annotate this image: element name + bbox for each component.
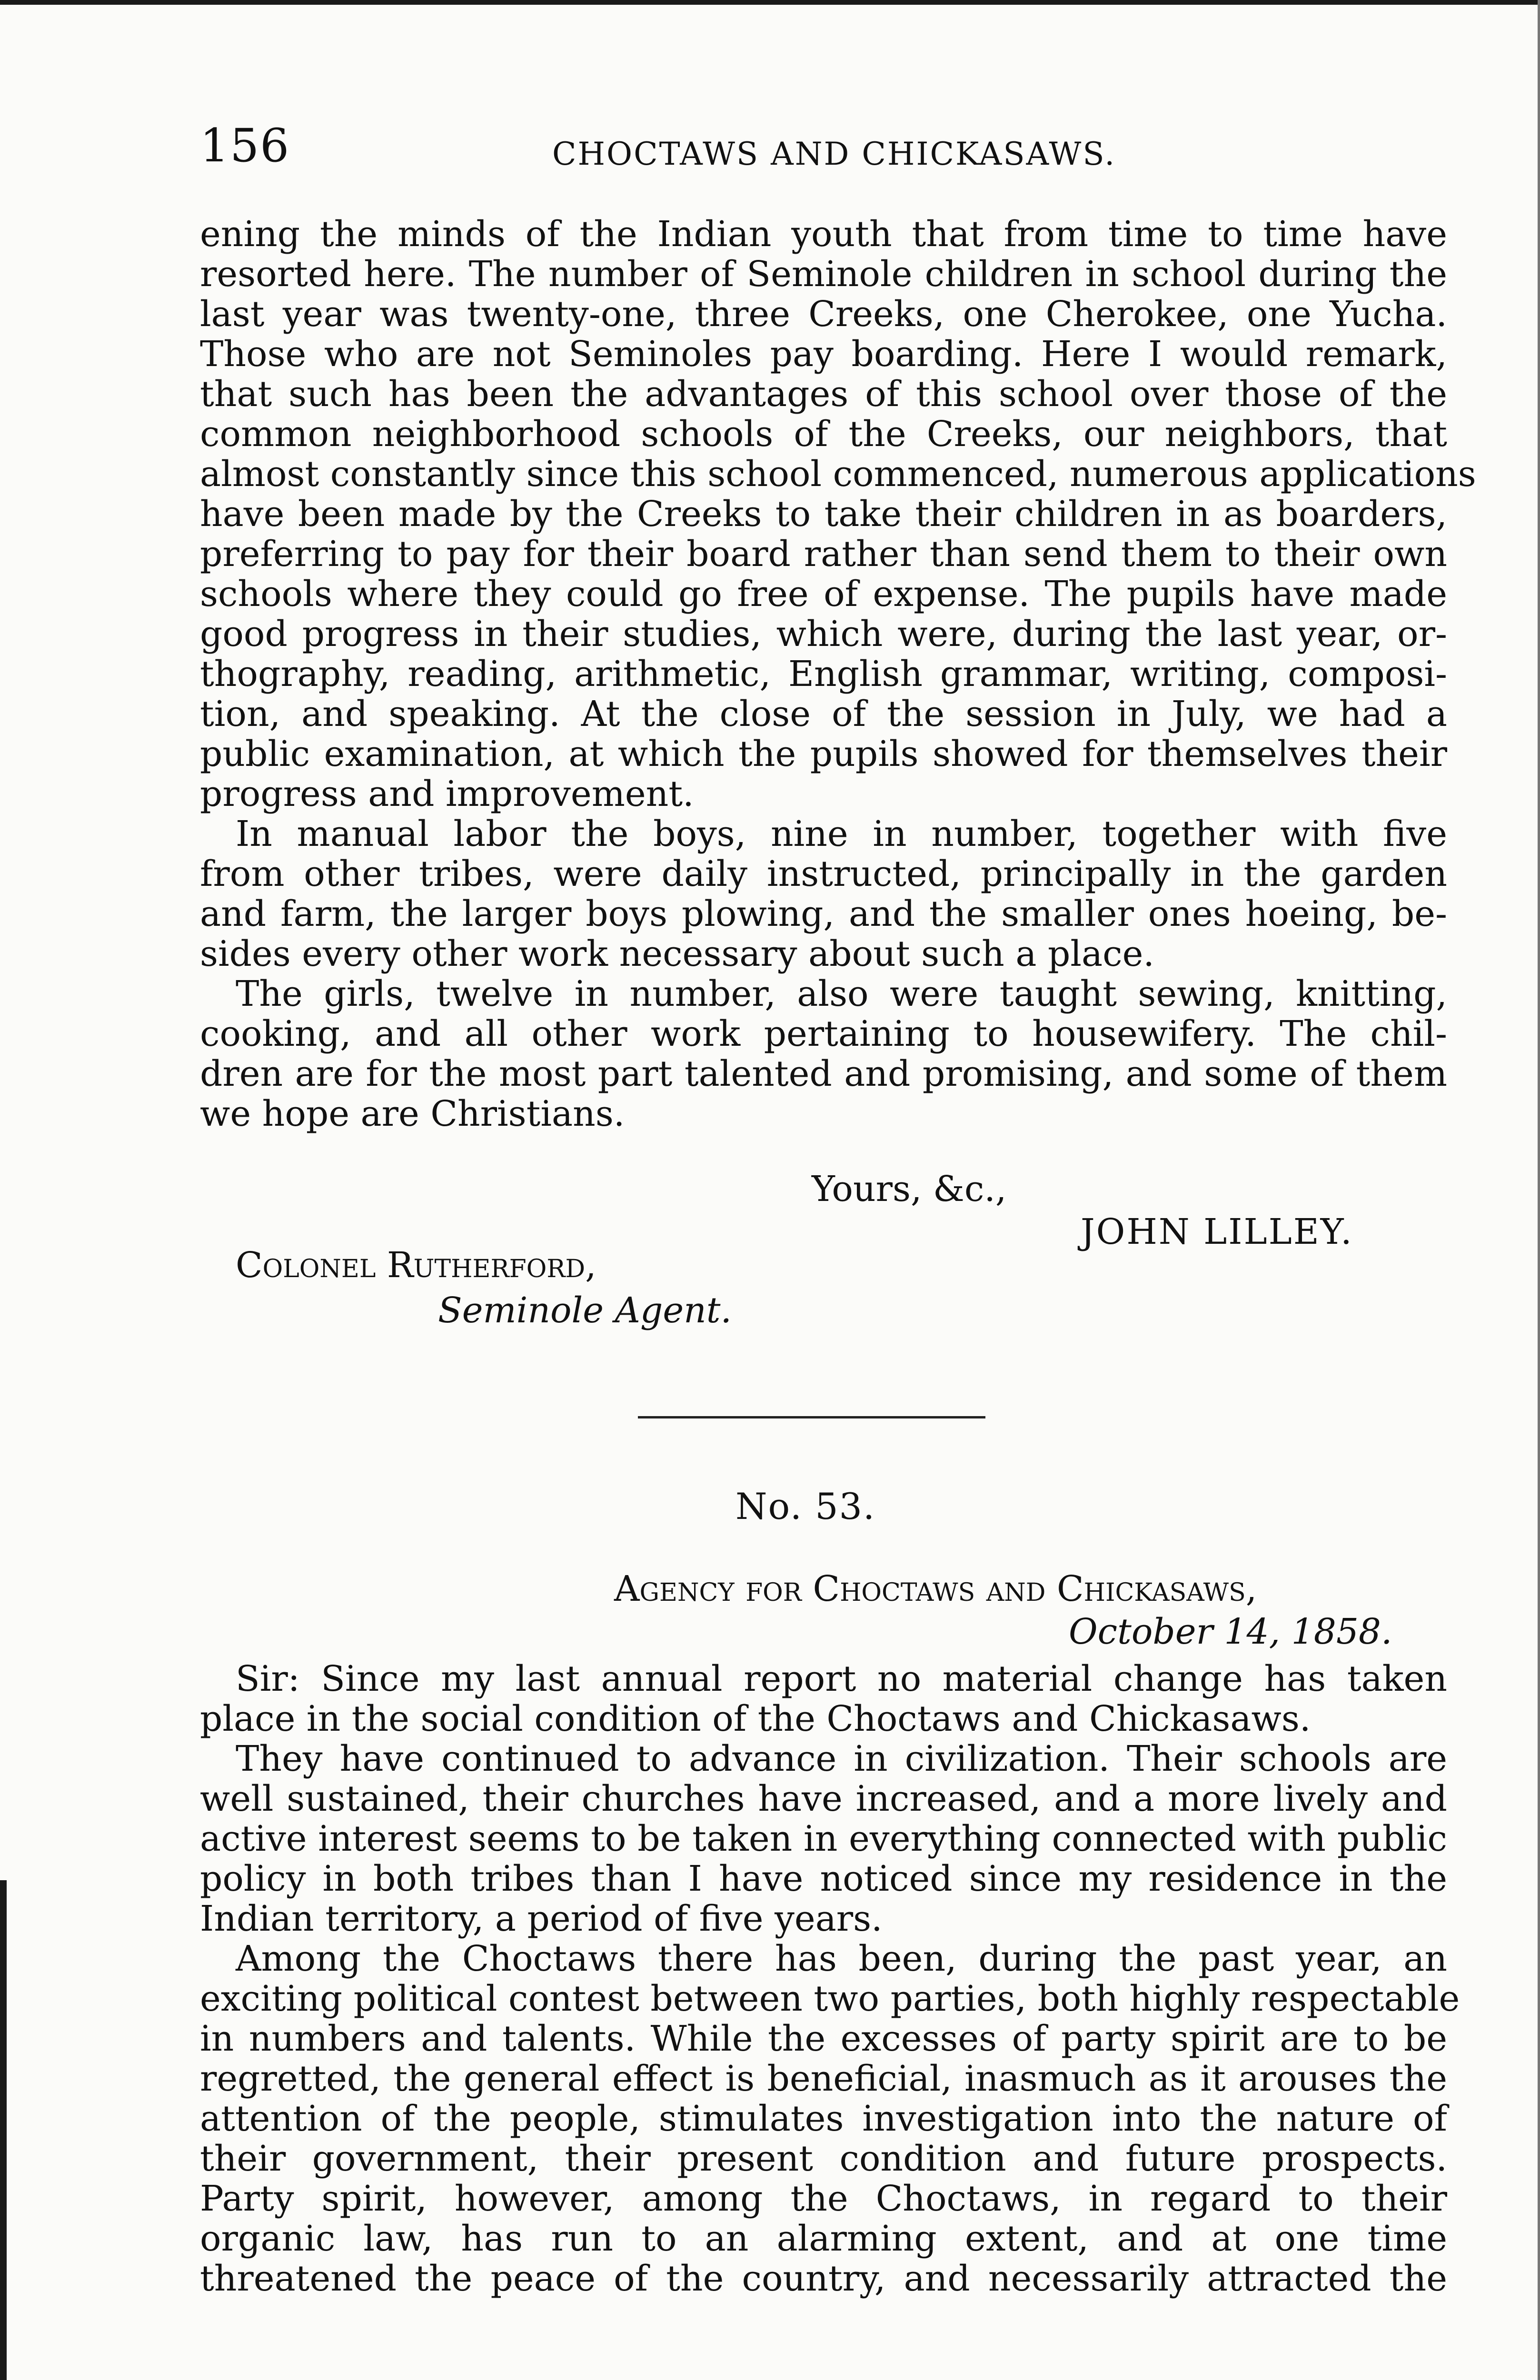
- body-line: They have continued to advance in civilization. Their schools are: [236, 1738, 1447, 1779]
- section-divider: [638, 1416, 985, 1418]
- page-number: 156: [200, 119, 290, 172]
- body-line: place in the social condition of the Choctaws and Chickasaws.: [200, 1698, 1311, 1739]
- body-line: attention of the people, stimulates investigation into the nature of: [200, 2098, 1447, 2139]
- addressee-title: Seminole Agent.: [438, 1290, 732, 1331]
- dateline-agency: Agency for Choctaws and Chickasaws,: [614, 1568, 1257, 1609]
- body-line: sides every other work necessary about such a place.: [200, 933, 1154, 974]
- body-line: last year was twenty-one, three Creeks, one Cherokee, one Yucha.: [200, 294, 1447, 335]
- body-line: Indian territory, a period of five years.: [200, 1898, 883, 1939]
- body-line: common neighborhood schools of the Creeks, our neighbors, that: [200, 414, 1447, 455]
- body-line: cooking, and all other work pertaining to housewifery. The chil-: [200, 1013, 1447, 1054]
- body-line: exciting political contest between two parties, both highly respectable: [200, 1978, 1460, 2019]
- scan-border-right: [1538, 0, 1540, 2380]
- body-line: ening the minds of the Indian youth that from time to time have: [200, 214, 1447, 255]
- body-line: tion, and speaking. At the close of the session in July, we had a: [200, 694, 1447, 734]
- body-line: schools where they could go free of expense. The pupils have made: [200, 574, 1447, 615]
- body-line: Those who are not Seminoles pay boarding. Here I would remark,: [200, 334, 1447, 375]
- body-line: policy in both tribes than I have noticed since my residence in the: [200, 1858, 1447, 1899]
- closing-salutation: Yours, &c.,: [812, 1169, 1007, 1210]
- body-line: almost constantly since this school commenced, numerous applications: [200, 454, 1476, 495]
- body-line: dren are for the most part talented and promising, and some of them: [200, 1053, 1447, 1094]
- body-line: organic law, has run to an alarming extent, and at one time: [200, 2218, 1447, 2259]
- signature: JOHN LILLEY.: [1081, 1211, 1353, 1252]
- document-number: No. 53.: [735, 1485, 876, 1527]
- body-line: progress and improvement.: [200, 774, 694, 814]
- body-line: Among the Choctaws there has been, during the past year, an: [236, 1938, 1447, 1979]
- body-line: preferring to pay for their board rather than send them to their own: [200, 534, 1447, 575]
- body-line: The girls, twelve in number, also were taught sewing, knitting,: [236, 973, 1447, 1014]
- body-line: public examination, at which the pupils showed for themselves their: [200, 734, 1447, 774]
- letter-body: [200, 214, 1476, 1134]
- body-line: Party spirit, however, among the Choctaws, in regard to their: [200, 2178, 1447, 2219]
- body-line: have been made by the Creeks to take their children in as boarders,: [200, 494, 1447, 535]
- body-line: threatened the peace of the country, and necessarily attracted the: [200, 2258, 1447, 2299]
- body-line: from other tribes, were daily instructed, principally in the garden: [200, 853, 1447, 894]
- body-line: active interest seems to be taken in everything connected with public: [200, 1818, 1447, 1859]
- body-line: in numbers and talents. While the excesses of party spirit are to be: [200, 2018, 1447, 2059]
- body-line: good progress in their studies, which were, during the last year, or-: [200, 614, 1447, 654]
- running-head: CHOCTAWS AND CHICKASAWS.: [552, 136, 1116, 172]
- scan-border-left: [0, 1880, 7, 2380]
- body-line: thography, reading, arithmetic, English grammar, writing, composi-: [200, 654, 1447, 694]
- body-line: that such has been the advantages of this school over those of the: [200, 374, 1447, 415]
- body-line: regretted, the general effect is beneficial, inasmuch as it arouses the: [200, 2058, 1447, 2099]
- body-line: and farm, the larger boys plowing, and the smaller ones hoeing, be-: [200, 893, 1447, 934]
- body-line: In manual labor the boys, nine in number, together with five: [236, 813, 1447, 854]
- body-line: Sir: Since my last annual report no material change has taken: [236, 1658, 1447, 1699]
- body-line: resorted here. The number of Seminole children in school during the: [200, 254, 1447, 295]
- body-line: their government, their present condition and future prospects.: [200, 2138, 1447, 2179]
- dateline-date: October 14, 1858.: [1069, 1611, 1392, 1652]
- report-body: [200, 1658, 1460, 2299]
- addressee-name: Colonel Rutherford,: [236, 1245, 596, 1286]
- body-line: well sustained, their churches have increased, and a more lively and: [200, 1778, 1447, 1819]
- scan-border-top: [0, 0, 1540, 5]
- body-line: we hope are Christians.: [200, 1093, 625, 1134]
